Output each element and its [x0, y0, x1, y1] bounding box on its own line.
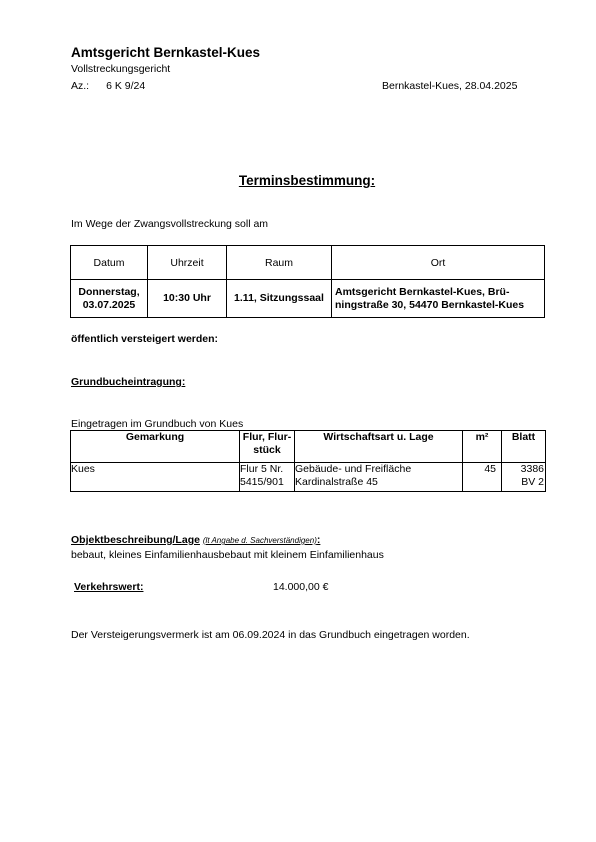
objekt-note: (lt Angabe d. Sachverständigen) [202, 536, 317, 545]
header-gemarkung: Gemarkung [71, 431, 240, 463]
case-number-value: 6 K 9/24 [106, 80, 146, 92]
cell-ort [332, 280, 545, 318]
verkehrswert-value: 14.000,00 € [273, 581, 329, 593]
ort-line-2: ningstraße 30, 54470 Bernkastel-Kues [335, 298, 525, 311]
header-ort: Ort [332, 246, 545, 280]
grundbuch-intro: Eingetragen im Grundbuch von Kues [71, 418, 244, 430]
case-number-label: Az.: [71, 80, 90, 92]
termin-table [70, 245, 545, 318]
ort-line-1: Amtsgericht Bernkastel-Kues, Brü- [335, 285, 510, 298]
cell-flur [240, 463, 295, 492]
cell-uhrzeit: 10:30 Uhr [148, 280, 227, 318]
header-flur-line-1: Flur, Flur- [242, 431, 292, 443]
grundbuch-header-row [71, 431, 546, 463]
objekt-description: bebaut, kleines Einfamilienhausbebaut mit kleinem Einfamilienhaus [71, 549, 384, 561]
cell-blatt [502, 463, 546, 492]
header-blatt: Blatt [502, 431, 546, 463]
blatt-line-1: 3386 [520, 463, 544, 475]
header-uhrzeit: Uhrzeit [148, 246, 227, 280]
cell-raum: 1.11, Sitzungssaal [227, 280, 332, 318]
header-flur [240, 431, 295, 463]
flur-line-2: 5415/901 [240, 476, 284, 488]
termin-header-row [71, 246, 545, 280]
blatt-line-2: BV 2 [521, 476, 544, 488]
cell-wirtschaftsart [295, 463, 463, 492]
header-raum: Raum [227, 246, 332, 280]
cell-qm: 45 [463, 463, 502, 492]
flur-line-1: Flur 5 Nr. [240, 463, 284, 475]
header-flur-line-2: stück [253, 444, 281, 456]
intro-text: Im Wege der Zwangsvollstreckung soll am [71, 218, 269, 230]
datum-weekday: Donnerstag, [78, 285, 140, 298]
document-title: Terminsbestimmung: [238, 173, 376, 188]
verkehrswert-label: Verkehrswert: [74, 581, 144, 593]
objekt-label: Objektbeschreibung/Lage [71, 534, 200, 546]
grundbuch-heading: Grundbucheintragung: [71, 376, 186, 388]
grundbuch-data-row [71, 463, 546, 492]
place-date: Bernkastel-Kues, 28.04.2025 [382, 80, 518, 92]
objekt-colon: : [316, 534, 321, 546]
court-name: Amtsgericht Bernkastel-Kues [71, 45, 261, 60]
cell-gemarkung: Kues [71, 463, 240, 492]
wirtschaftsart-line-2: Kardinalstraße 45 [295, 476, 378, 488]
footer-note: Der Versteigerungsvermerk ist am 06.09.2024 in das Grundbuch eingetragen worden. [71, 629, 470, 641]
datum-date: 03.07.2025 [82, 298, 136, 311]
auction-statement: öffentlich versteigert werden: [71, 333, 219, 345]
objekt-heading [71, 534, 320, 546]
termin-data-row [71, 280, 545, 318]
header-wirtschaftsart: Wirtschaftsart u. Lage [295, 431, 463, 463]
grundbuch-table [70, 430, 546, 492]
court-department: Vollstreckungsgericht [71, 63, 171, 75]
header-datum: Datum [71, 246, 148, 280]
case-number [71, 80, 145, 92]
wirtschaftsart-line-1: Gebäude- und Freifläche [295, 463, 412, 475]
cell-datum [71, 280, 148, 318]
header-qm: m² [463, 431, 502, 463]
